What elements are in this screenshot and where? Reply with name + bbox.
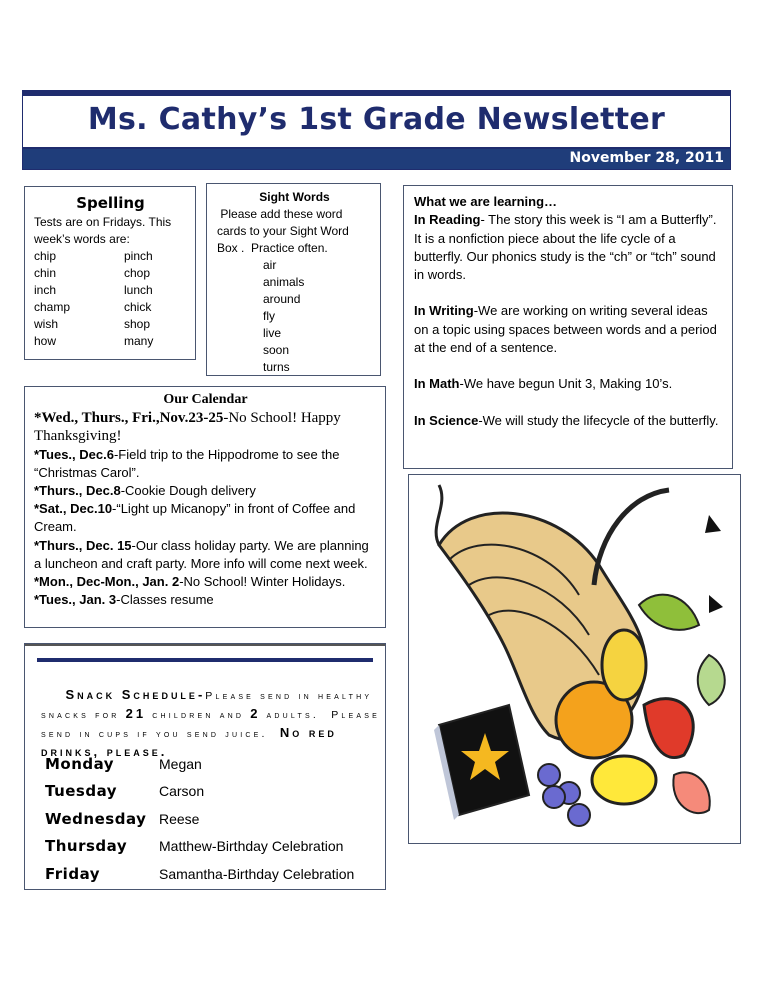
snack-adults-count: 2 [250, 706, 261, 721]
snack-day: Tuesday [45, 782, 118, 801]
cornucopia-image-frame [408, 474, 741, 844]
calendar-item [34, 500, 377, 536]
sight-word: animals [263, 275, 305, 289]
calendar-text: -Our class holiday party. We are planning a luncheon and craft party. More info will come next week. [34, 537, 369, 571]
sight-word: turns [263, 360, 290, 374]
newsletter-title: Ms. Cathy’s 1st Grade Newsletter [87, 102, 666, 137]
snack-row [45, 750, 375, 778]
calendar-date: *Sat., Dec.10 [34, 501, 113, 517]
snack-name: Samantha-Birthday Celebration [159, 865, 355, 882]
spelling-word: champ [34, 300, 71, 314]
spelling-word: chick [124, 300, 152, 314]
sight-words-title: Sight Words [259, 190, 330, 204]
spelling-word: wish [34, 317, 59, 331]
spelling-intro: Tests are on Fridays. This week’s words are: [34, 215, 172, 246]
sight-word: air [263, 258, 277, 272]
spelling-word: pinch [124, 249, 153, 263]
snack-no-red-drinks: No red drinks, please. [41, 725, 344, 759]
learning-box [403, 185, 733, 469]
spelling-word-list [34, 248, 187, 350]
snack-table [45, 750, 375, 888]
calendar-text: -“Light up Micanopy” in front of Coffee and Cream. [34, 501, 356, 535]
sight-word-list [217, 257, 372, 376]
sight-words-intro: Please add these word cards to your Sight Word Box . Practice often. [217, 207, 353, 255]
spelling-word: shop [124, 317, 151, 331]
sight-word: fly [263, 309, 275, 323]
spelling-box [24, 186, 196, 360]
calendar-item [34, 591, 377, 609]
calendar-date: *Tues., Jan. 3 [34, 592, 117, 608]
snack-heading: Snack Schedule- [65, 687, 206, 702]
reading-text: - The story this week is “I am a Butterfly”. It is a nonfiction piece about the life cycle of a butterfly. Our phonics study is the “ch” or “tch” sound in words. [414, 212, 717, 283]
sight-words-box [206, 183, 381, 376]
calendar-text: -No School! Happy Thanksgiving! [34, 410, 341, 445]
writing-label: In Writing [414, 303, 474, 319]
calendar-item [34, 482, 377, 500]
calendar-title: Our Calendar [163, 392, 248, 407]
snack-accent-rule [37, 658, 373, 662]
snack-text: adults. Please send in cups if you send juice. [41, 709, 387, 740]
calendar-text: -Field trip to the Hippodrome to see the “Christmas Carol”. [34, 446, 340, 480]
spelling-word: chop [124, 266, 151, 280]
snack-day: Friday [45, 864, 101, 883]
snack-day: Monday [45, 754, 115, 773]
calendar-box [24, 386, 386, 628]
snack-row [45, 860, 375, 888]
science-label: In Science [414, 412, 479, 428]
calendar-date: *Thurs., Dec. 15 [34, 537, 132, 553]
spelling-title: Spelling [76, 194, 145, 212]
calendar-text: -Classes resume [116, 592, 214, 608]
snack-text: children and [146, 709, 251, 721]
calendar-text: -No School! Winter Holidays. [179, 574, 346, 590]
calendar-date: *Thurs., Dec.8 [34, 483, 121, 499]
sight-word: around [263, 292, 301, 306]
header-banner [22, 96, 731, 148]
snack-text: Please send in healthy snacks for [41, 690, 379, 721]
math-text: -We have begun Unit 3, Making 10’s. [459, 376, 673, 392]
snack-name: Matthew-Birthday Celebration [159, 838, 344, 855]
spelling-word: lunch [124, 283, 153, 297]
calendar-item [34, 409, 377, 445]
date-bar [22, 148, 731, 170]
science-text: -We will study the lifecycle of the butterfly. [478, 412, 719, 428]
snack-row [45, 778, 375, 806]
calendar-date: *Mon., Dec-Mon., Jan. 2 [34, 574, 180, 590]
snack-children-count: 21 [125, 706, 147, 721]
calendar-item [34, 537, 377, 573]
spelling-word: inch [34, 283, 57, 297]
writing-text: -We are working on writing several ideas on a topic using spaces between words and a period at the end of a sentence. [414, 303, 717, 356]
cornucopia-illustration [409, 475, 740, 843]
newsletter-date: November 28, 2011 [569, 150, 724, 166]
snack-name: Carson [159, 783, 205, 800]
calendar-item [34, 573, 377, 591]
spelling-word: many [124, 334, 154, 348]
snack-top-rule [25, 644, 385, 646]
spelling-word: chip [34, 249, 57, 263]
learning-title: What we are learning… [414, 194, 558, 209]
snack-row [45, 805, 375, 833]
snack-name: Megan [159, 755, 202, 772]
calendar-date: *Wed., Thurs., Fri.,Nov.23-25 [34, 410, 224, 427]
spelling-word: chin [34, 266, 57, 280]
calendar-date: *Tues., Dec.6 [34, 446, 114, 462]
snack-day: Thursday [45, 837, 128, 856]
reading-label: In Reading [414, 212, 481, 228]
sight-word: live [263, 326, 282, 340]
snack-name: Reese [159, 810, 200, 827]
calendar-item [34, 446, 377, 482]
snack-day: Wednesday [45, 809, 147, 828]
spelling-word: how [34, 334, 57, 348]
sight-word: soon [263, 343, 290, 357]
math-label: In Math [414, 376, 460, 392]
calendar-text: -Cookie Dough delivery [120, 483, 256, 499]
snack-schedule-box [24, 643, 386, 890]
snack-row [45, 833, 375, 861]
